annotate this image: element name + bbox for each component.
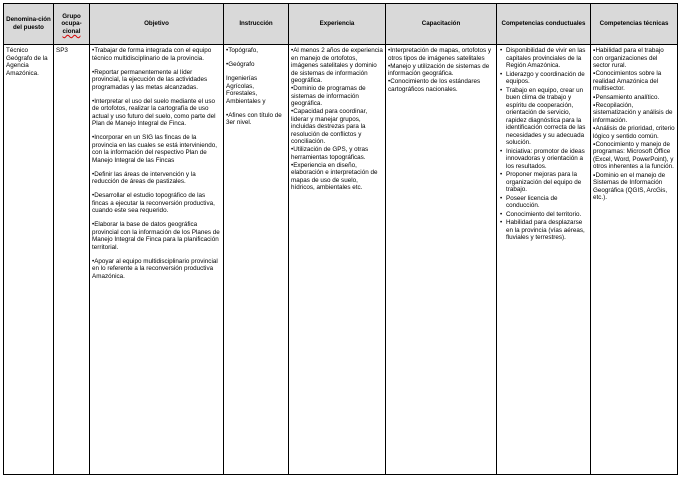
- instruccion-item: Ingenierías Agrícolas, Forestales, Ambientales y: [226, 75, 266, 105]
- conductual-item: • Disponibilidad de vivir en las capitales provinciales de la Región Amazónica.: [506, 47, 588, 70]
- objetivo-item: •Trabajar de forma integrada con el equipo técnico multidisciplinario de la provincia.: [92, 47, 212, 62]
- instruccion-item: •Topógrafo,: [226, 47, 258, 54]
- tecnica-text: Conocimientos sobre la realidad Amazónica del multisector.: [593, 70, 662, 93]
- capacitacion-item: •Manejo y utilización de sistemas de información geográfica.: [388, 62, 490, 77]
- cell-puesto: Técnico Geógrafo de la Agencia Amazónica.: [4, 45, 54, 475]
- list-marker-icon: ▪: [593, 140, 596, 148]
- header-grupo-text: Grupo ocupa-: [61, 12, 82, 28]
- tecnica-item: [593, 102, 675, 125]
- conductuales-list: [499, 47, 588, 242]
- list-marker-icon: ▪: [593, 171, 596, 179]
- objetivo-item: •Apoyar al equipo multidisciplinario provincial en lo referente a la reconversión productiva Amazónica.: [92, 257, 218, 280]
- tecnica-text: Habilidad para el trabajo con organizaciones del sector rural.: [593, 47, 664, 69]
- tecnica-item: [593, 141, 675, 171]
- objetivo-item: •Desarrollar el estudio topográfico de las fincas a ejecutar la reconversión productiva, cuando este sea requerido.: [92, 192, 215, 214]
- objetivo-item: •Incorporar en un SIG las fincas de la provincia en las cuales se está interviniendo, con la información del respectivo Plan de Manejo Integral de las Fincas: [92, 134, 217, 164]
- tecnica-item: [593, 172, 675, 202]
- cell-competencias-tecnicas: [591, 45, 678, 475]
- experiencia-item: •Experiencia en diseño, elaboración e interpretación de mapas de uso de suelo, hídricos, ambientales etc.: [291, 161, 378, 191]
- conductual-item: • Habilidad para desplazarse en la provincia (vías aéreas, fluviales y terrestres).: [506, 219, 588, 242]
- job-profile-table: [3, 3, 678, 475]
- instruccion-item: •Afines con título de 3er nivel.: [226, 111, 282, 126]
- tecnica-text: Análisis de prioridad, criterio lógico y sentido común.: [593, 125, 675, 140]
- header-row: [4, 4, 678, 45]
- header-competencias-tecnicas: Competencias técnicas: [591, 4, 678, 45]
- header-grupo-ocupacional: [54, 4, 90, 45]
- tecnica-item: [593, 125, 675, 140]
- instruccion-item: •Geógrafo: [226, 61, 255, 68]
- experiencia-item: •Dominio de programas de sistemas de información geográfica.: [291, 85, 366, 107]
- tecnica-item: [593, 47, 675, 70]
- conductual-item: • Proponer mejoras para la organización del equipo de trabajo.: [506, 171, 588, 194]
- conductual-item: • Trabajo en equipo, crear un buen clima de trabajo y espíritu de cooperación, orientación de servicio, rapidez diagnóstica para la identificación correcta de las necesidades y su adecuada solución.: [506, 87, 588, 147]
- header-denominacion: Denomina-ción del puesto: [4, 4, 54, 45]
- list-marker-icon: ▪: [593, 101, 596, 109]
- conductual-item: • Liderazgo y coordinación de equipos.: [506, 71, 588, 86]
- cell-competencias-conductuales: [497, 45, 591, 475]
- experiencia-item: •Utilización de GPS, y otras herramientas topográficas.: [291, 146, 369, 161]
- experiencia-item: •Al menos 2 años de experiencia en manejo de ortofotos, imágenes satelitales y dominio de sistemas de información geográfica.: [291, 47, 383, 84]
- cell-capacitacion: [386, 45, 497, 475]
- conductual-item: • Conocimiento del territorio.: [506, 211, 588, 219]
- tecnica-text: Conocimiento y manejo de programas: Microsoft Office (Excel, Word, PowerPoint), y otros inherentes a la función.: [593, 140, 674, 171]
- data-row: [4, 45, 678, 475]
- tecnicas-list: [593, 47, 675, 202]
- list-marker-icon: ▪: [593, 93, 596, 101]
- header-grupo-text-misspelled: cional: [62, 27, 81, 35]
- capacitacion-item: •Interpretación de mapas, ortofotos y otros tipos de imágenes satelitales: [388, 47, 492, 62]
- conductual-item: • Poseer licencia de conducción.: [506, 195, 588, 210]
- header-capacitacion: Capacitación: [386, 4, 497, 45]
- cell-grupo: SP3: [54, 45, 90, 475]
- list-marker-icon: ▪: [593, 47, 596, 54]
- tecnica-item: [593, 94, 675, 102]
- tecnica-text: Recopilación, sistematización y análisis de información.: [593, 101, 673, 124]
- header-instruccion: Instrucción: [224, 4, 289, 45]
- tecnica-text: Dominio en el manejo de Sistemas de Información Geográfica (QGIS, ArcGis, etc.).: [593, 171, 668, 202]
- header-objetivo: Objetivo: [90, 4, 224, 45]
- header-competencias-conductuales: Competencias conductuales: [497, 4, 591, 45]
- cell-instruccion: [224, 45, 289, 475]
- objetivo-item: •Elaborar la base de datos geográfica provincial con la información de los Planes de Manejo Integral de Finca para la planificación territorial.: [92, 221, 220, 251]
- list-marker-icon: ▪: [593, 125, 596, 133]
- header-experiencia: Experiencia: [289, 4, 386, 45]
- cell-experiencia: [289, 45, 386, 475]
- objetivo-item: •Definir las áreas de intervención y la reducción de áreas de pastizales.: [92, 170, 196, 185]
- capacitacion-item: •Conocimiento de los estándares cartográficos nacionales.: [388, 78, 481, 93]
- experiencia-item: •Capacidad para coordinar, liderar y manejar grupos, incluidas destrezas para la resolución de conflictos y conciliación.: [291, 108, 368, 145]
- tecnica-item: [593, 70, 675, 93]
- cell-objetivo: [90, 45, 224, 475]
- conductual-item: • Iniciativa: promotor de ideas innovadoras y orientación a los resultados.: [506, 148, 588, 171]
- list-marker-icon: ▪: [593, 70, 596, 78]
- tecnica-text: Pensamiento analítico.: [595, 93, 660, 101]
- objetivo-item: •Interpretar el uso del suelo mediante el uso de ortofotos, realizar la cartografía de uso actual y uso futuro del suelo, como parte del Plan de Manejo Integral de Finca.: [92, 97, 216, 127]
- objetivo-item: •Reportar permanentemente al líder provincial, la ejecución de las actividades programadas y las metas alcanzadas.: [92, 68, 208, 91]
